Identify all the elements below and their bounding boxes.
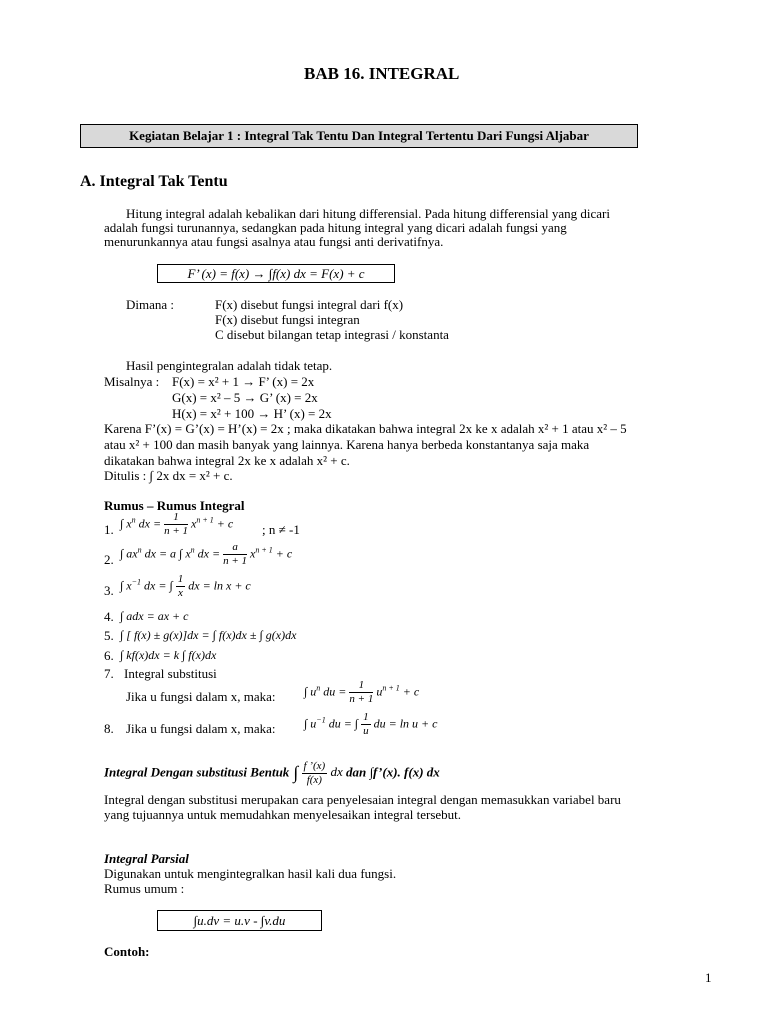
- ditulis-line: Ditulis : ∫ 2x dx = x² + c.: [104, 468, 233, 483]
- activity-box-text: Kegiatan Belajar 1 : Integral Tak Tentu Dan Integral Tertentu Dari Fungsi Aljabar: [129, 128, 589, 143]
- rule-7-label: Integral substitusi: [124, 666, 217, 681]
- dimana-line-2: F(x) disebut fungsi integran: [215, 312, 360, 327]
- section-heading: A. Integral Tak Tentu: [80, 173, 228, 190]
- rule-5-number: 5.: [104, 628, 114, 643]
- rule-2-number: 2.: [104, 552, 114, 567]
- rule-3-formula: ∫ $x^{-1}$ dx = ∫ $\frac{1}{x}$ dx = ln x + c: [120, 573, 251, 599]
- rumus-heading: Rumus – Rumus Integral: [104, 498, 245, 513]
- rule-8-formula: ∫ $u^{-1}$ du = ∫ $\frac{1}{u}$ du = ln u + c: [304, 711, 438, 737]
- page-number: 1: [705, 970, 712, 985]
- rule-7-number: 7.: [104, 666, 114, 681]
- example-h: H(x) = x² + 100 → H’ (x) = 2x: [172, 406, 332, 421]
- karena-line-1: Karena F’(x) = G’(x) = H’(x) = 2x ; maka dikatakan bahwa integral 2x ke x adalah x² + 1 atau x² – 5: [104, 421, 627, 436]
- parsial-line-1: Digunakan untuk mengintegralkan hasil kali dua fungsi.: [104, 866, 397, 881]
- intro-line-3: menurunkannya atau fungsi asalnya atau fungsi anti derivatifnya.: [104, 234, 444, 249]
- rule-5-formula: ∫ [ f(x) ± g(x)]dx = ∫ f(x)dx ± ∫ g(x)dx: [120, 628, 297, 642]
- intro-line-2: adalah fungsi turunannya, sedangkan pada hitung integral yang dicari adalah fungsi yang: [104, 220, 567, 235]
- parsial-formula: ∫u.dv = u.v - ∫v.du: [193, 913, 286, 928]
- substitusi-heading-row: [104, 760, 440, 787]
- karena-line-3: dikatakan bahwa integral 2x ke x adalah x² + c.: [104, 453, 350, 468]
- activity-box: [80, 124, 638, 148]
- substitusi-tail: dan ∫f’(x). f(x) dx: [345, 764, 440, 780]
- rule-1-formula: ∫ $x^n$ dx = $\frac{1}{n + 1}$ $x^{n + 1} + c$: [120, 511, 234, 537]
- main-formula: F’ (x) = f(x) → ∫f(x) dx = F(x) + c: [187, 266, 365, 281]
- rule-8-label: Jika u fungsi dalam x, maka:: [126, 721, 276, 736]
- rule-1-number: 1.: [104, 522, 114, 537]
- substitusi-line-1: Integral dengan substitusi merupakan cara penyelesaian integral dengan memasukkan variabel baru: [104, 792, 621, 807]
- substitusi-line-2: yang tujuannya untuk memudahkan menyelesaikan integral tersebut.: [104, 807, 462, 822]
- substitusi-formula: ∫ $\frac{f ’(x)}{f(x)}$ dx: [293, 760, 343, 786]
- dimana-line-1: F(x) disebut fungsi integral dari f(x): [215, 297, 404, 312]
- intro-line-1: Hitung integral adalah kebalikan dari hitung differensial. Pada hitung differensial yang dicari: [126, 206, 610, 221]
- main-formula-box: [157, 264, 395, 283]
- parsial-formula-box: [157, 910, 322, 931]
- dimana-line-3: C disebut bilangan tetap integrasi / konstanta: [215, 327, 449, 342]
- rule-1-condition: ; n ≠ -1: [262, 522, 300, 537]
- parsial-heading: Integral Parsial: [104, 851, 189, 866]
- rule-7-formula: ∫ $u^n$ du = $\frac{1}{n + 1}$ $u^{n + 1} + c$: [304, 679, 420, 705]
- rule-2-formula: ∫ $ax^n$ dx = a ∫ $x^n$ dx = $\frac{a}{n + 1}$ $x^{n + 1} + c$: [120, 541, 293, 567]
- example-g: G(x) = x² – 5 → G’ (x) = 2x: [172, 390, 318, 405]
- example-f: F(x) = x² + 1 → F’ (x) = 2x: [172, 374, 315, 389]
- substitusi-heading: Integral Dengan substitusi Bentuk: [104, 764, 290, 780]
- page-title: BAB 16. INTEGRAL: [304, 64, 460, 83]
- contoh-label: Contoh:: [104, 944, 150, 959]
- rule-4-number: 4.: [104, 609, 114, 624]
- rule-6-formula: ∫ kf(x)dx = k ∫ f(x)dx: [120, 648, 217, 662]
- hasil-text: Hasil pengintegralan adalah tidak tetap.: [126, 358, 333, 373]
- rule-3-number: 3.: [104, 583, 114, 598]
- rule-6-number: 6.: [104, 648, 114, 663]
- karena-line-2: atau x² + 100 dan masih banyak yang lainnya. Karena hanya berbeda konstantanya saja maka: [104, 437, 590, 452]
- rule-4-formula: ∫ adx = ax + c: [120, 609, 189, 623]
- parsial-line-2: Rumus umum :: [104, 881, 185, 896]
- rule-8-number: 8.: [104, 721, 114, 736]
- dimana-label: Dimana :: [126, 297, 175, 312]
- misalnya-label: Misalnya :: [104, 374, 160, 389]
- rule-7-sub: Jika u fungsi dalam x, maka:: [126, 689, 276, 704]
